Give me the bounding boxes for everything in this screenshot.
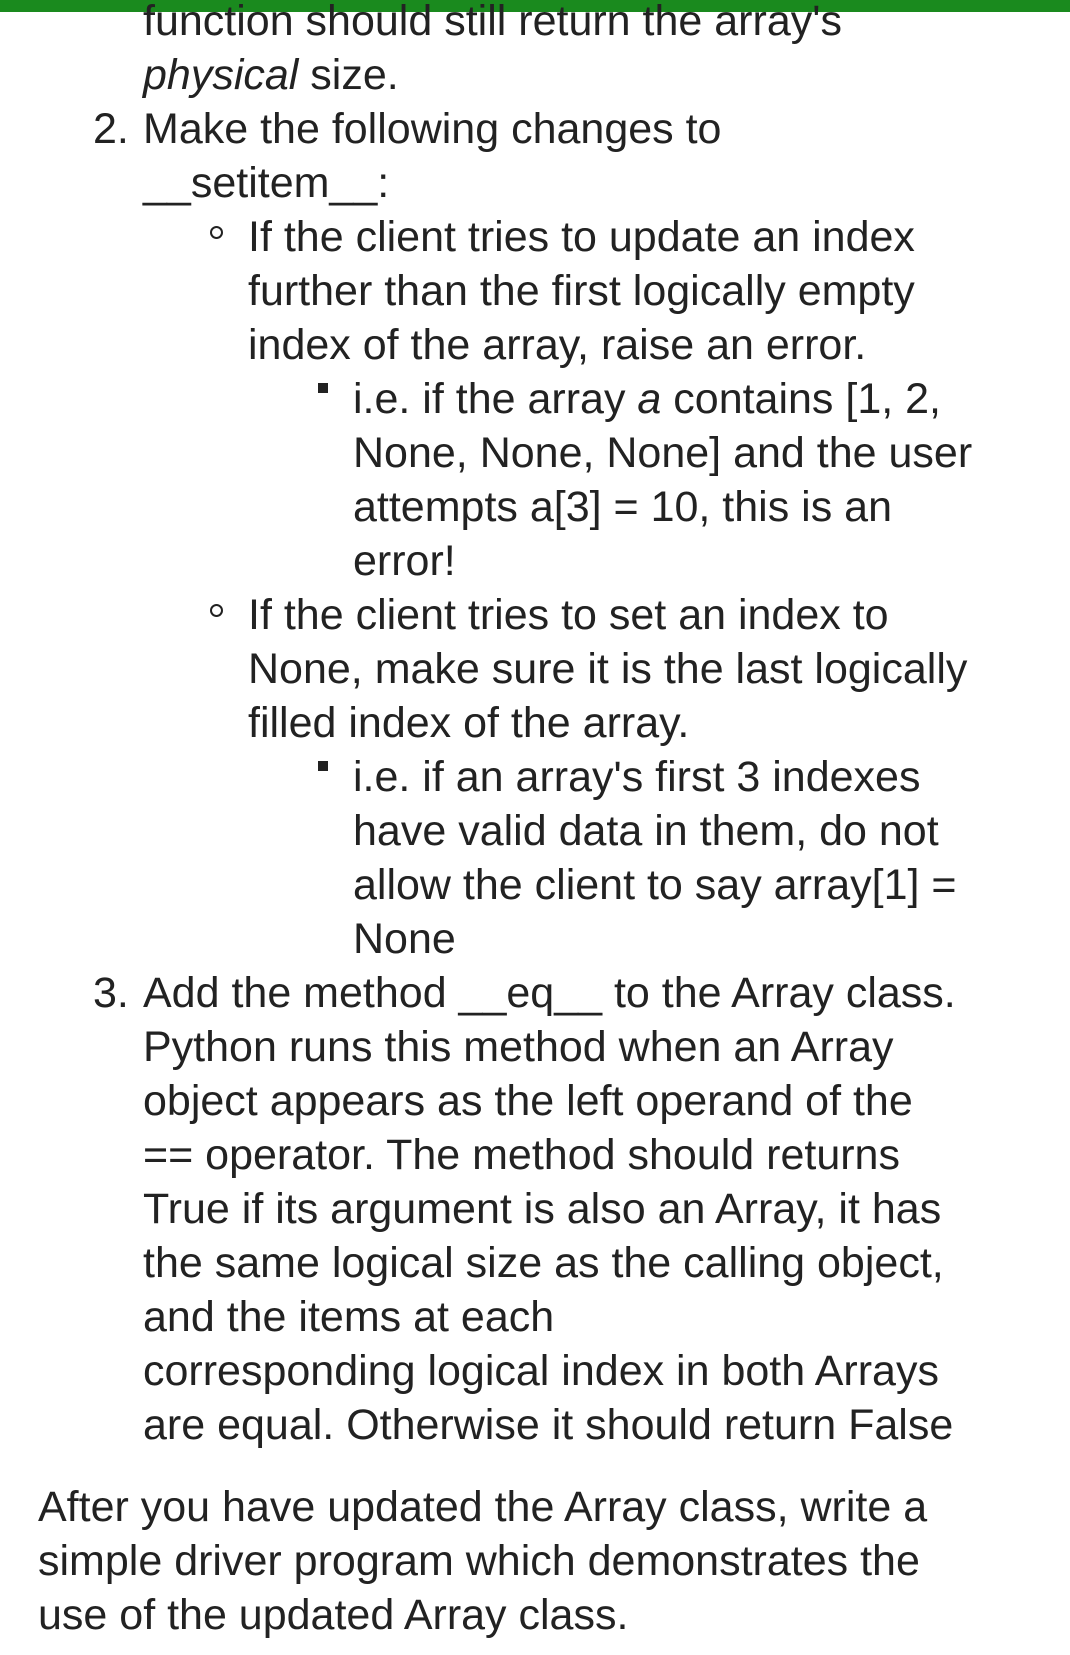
item3-line7: and the items at each <box>143 1293 555 1341</box>
example2-line4: None <box>353 915 456 963</box>
item3-line6: the same logical size as the calling object, <box>143 1239 944 1287</box>
circle-bullet-icon <box>210 604 223 617</box>
item3-line2: Python runs this method when an Array <box>143 1023 894 1071</box>
circle-bullet-icon <box>210 226 223 239</box>
example1-text-a: i.e. if the array <box>353 375 638 423</box>
closing-line2: simple driver program which demonstrates the <box>38 1537 920 1585</box>
sub1-line2: further than the first logically empty <box>248 267 915 315</box>
item1-tail-line2-rest: size. <box>298 51 399 99</box>
sub2-line2: None, make sure it is the last logically <box>248 645 968 693</box>
item3-line9: are equal. Otherwise it should return False <box>143 1401 954 1449</box>
sub2-line3: filled index of the array. <box>248 699 690 747</box>
item3-line4: == operator. The method should returns <box>143 1131 900 1179</box>
item1-tail-line1: function should still return the array's <box>143 0 842 45</box>
example1-line3: attempts a[3] = 10, this is an <box>353 483 892 531</box>
square-bullet-icon <box>318 383 328 393</box>
example1-line4: error! <box>353 537 456 585</box>
example2-line1: i.e. if an array's first 3 indexes <box>353 753 921 801</box>
item2-line2: __setitem__: <box>143 159 390 207</box>
example1-text-b: contains [1, 2, <box>661 375 941 423</box>
example2-line3: allow the client to say array[1] = <box>353 861 957 909</box>
example1-line1 <box>353 372 941 426</box>
item3-line8: corresponding logical index in both Arrays <box>143 1347 939 1395</box>
example2-line2: have valid data in them, do not <box>353 807 939 855</box>
sub1-line1: If the client tries to update an index <box>248 213 915 261</box>
emphasis-physical: physical <box>143 51 299 99</box>
item2-line1: Make the following changes to <box>143 105 722 153</box>
item3-marker: 3. <box>93 969 129 1017</box>
item3-line1: Add the method __eq__ to the Array class. <box>143 969 956 1017</box>
example1-line2: None, None, None] and the user <box>353 429 973 477</box>
item3-line3: object appears as the left operand of the <box>143 1077 913 1125</box>
sub2-line1: If the client tries to set an index to <box>248 591 889 639</box>
closing-line3: use of the updated Array class. <box>38 1591 629 1639</box>
closing-line1: After you have updated the Array class, write a <box>38 1483 928 1531</box>
item3-line5: True if its argument is also an Array, it has <box>143 1185 942 1233</box>
square-bullet-icon <box>318 761 328 771</box>
item1-tail-line2 <box>143 48 399 102</box>
sub1-line3: index of the array, raise an error. <box>248 321 867 369</box>
item2-marker: 2. <box>93 105 129 153</box>
emphasis-variable-a: a <box>637 375 662 423</box>
